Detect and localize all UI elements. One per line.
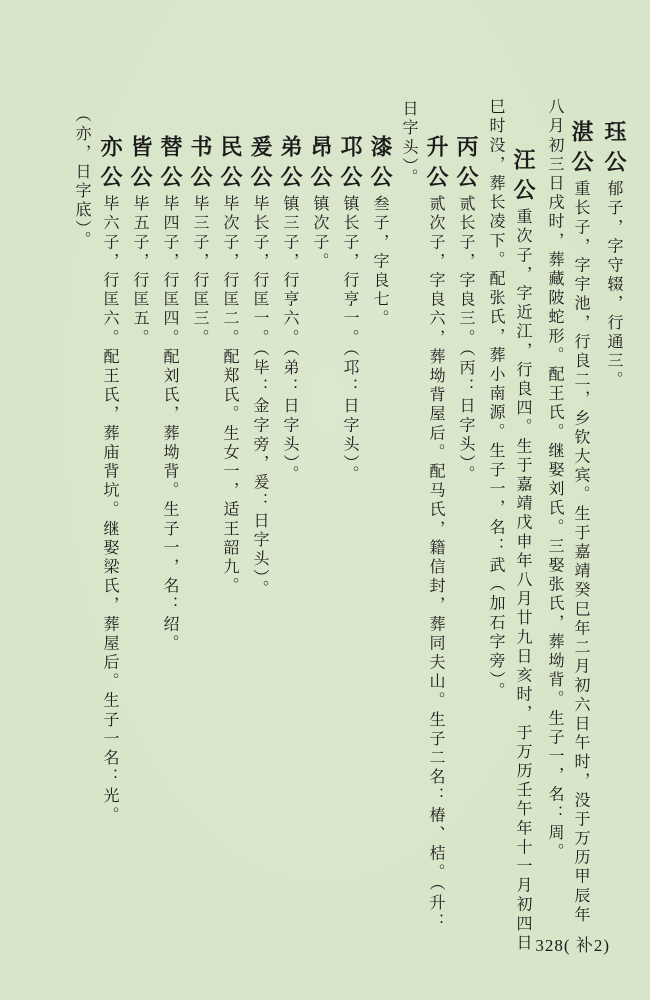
entry-name: 丙公 — [453, 135, 479, 195]
entry-name: 昂公 — [307, 135, 333, 195]
entry-text: 巳时没，葬长凌下。配张氏，葬小南源。生子一，名：武（加石字旁）。 — [487, 98, 506, 702]
genealogy-column — [570, 120, 592, 925]
entry-name: 升公 — [423, 135, 449, 195]
entry-name: 湛公 — [568, 120, 594, 180]
entry-text: 重长子，字宇池，行良二，乡钦大宾。生于嘉靖癸巳年二月初六日午时，没于万历甲辰年 — [572, 180, 591, 925]
genealogy-column — [400, 100, 417, 188]
genealogy-column — [339, 135, 361, 485]
entry-text: 镇长子，行亨一。（邛：日字头）。 — [341, 195, 360, 485]
genealogy-column — [219, 135, 241, 596]
entry-text: 毕六子，行匡六。配王氏，葬庙背坑。继娶梁氏，葬屋后。生子一名：光。 — [101, 195, 120, 826]
entry-text: 重次子，字近江，行良四。生于嘉靖戊申年八月廿九日亥时，于万历壬午年十一月初四日 — [514, 208, 533, 953]
genealogy-column — [487, 98, 504, 701]
entry-text: （亦，日字底）。 — [73, 106, 92, 250]
entry-text: 毕三子，行匡三。 — [191, 195, 210, 348]
genealogy-column — [455, 135, 477, 485]
entry-name: 汪公 — [510, 148, 536, 208]
entry-text: 镇次子。 — [311, 195, 330, 272]
entry-text: 八月初三日戌时，葬藏陂蛇形。配王氏。继娶刘氏。三娶张氏，葬坳背。生子一，名：周。 — [546, 98, 565, 862]
genealogy-column — [74, 106, 90, 250]
entry-text: 贰次子，字良六，葬坳背屋后。配马氏，籍信封，葬同夫山。生子二名：椿、桔。（升： — [427, 195, 446, 932]
entry-name: 亦公 — [97, 135, 123, 195]
genealogy-column — [603, 120, 625, 390]
genealogy-column — [546, 98, 563, 862]
entry-name: 皆公 — [127, 135, 153, 195]
entry-name: 替公 — [157, 135, 183, 195]
entry-text: 毕长子，行匡一。（毕：金字旁，爰：日字头）。 — [251, 195, 270, 600]
genealogy-column — [512, 148, 534, 953]
entry-text: 叁子，字良七。 — [371, 195, 390, 329]
entry-text: 日字头）。 — [400, 100, 419, 188]
genealogy-column — [99, 135, 121, 825]
genealogy-column — [279, 135, 301, 485]
genealogy-column — [309, 135, 331, 271]
entry-name: 珏公 — [601, 120, 627, 180]
entry-name: 民公 — [217, 135, 243, 195]
entry-name: 漆公 — [367, 135, 393, 195]
genealogy-column — [369, 135, 391, 329]
entry-text: 贰长子，字良三。（丙：日字头）。 — [457, 195, 476, 485]
entry-text: 镇三子，行亨六。（弟：日字头）。 — [281, 195, 300, 485]
entry-name: 书公 — [187, 135, 213, 195]
entry-text: 郁子，字守辍，行通三。 — [605, 180, 624, 391]
entry-name: 爰公 — [247, 135, 273, 195]
genealogy-column — [189, 135, 211, 348]
page-number: 328( 补2) — [535, 936, 610, 955]
entry-name: 弟公 — [277, 135, 303, 195]
entry-name: 邛公 — [337, 135, 363, 195]
genealogy-column — [249, 135, 271, 599]
entry-text: 毕次子，行匡二。配郑氏。生女一，适王韶九。 — [221, 195, 240, 597]
genealogy-column — [425, 135, 447, 932]
entry-text: 毕四子，行匡四。配刘氏，葬坳背。生子一，名：绍。 — [161, 195, 180, 654]
genealogy-column — [129, 135, 151, 348]
genealogy-column — [159, 135, 181, 653]
entry-text: 毕五子，行匡五。 — [131, 195, 150, 348]
